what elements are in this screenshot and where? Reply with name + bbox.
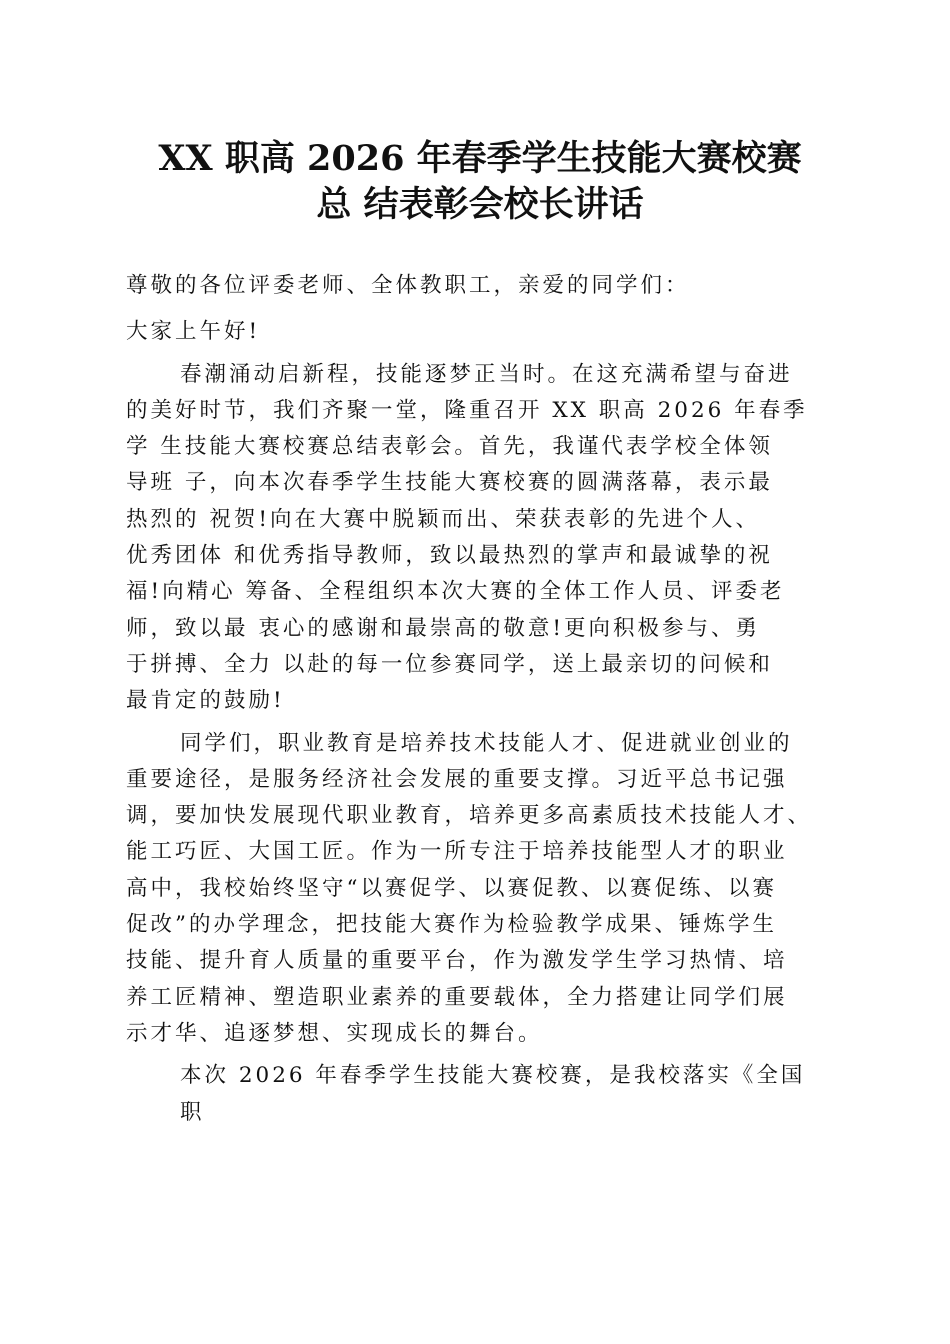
paragraph-1-line: 春潮涌动启新程，技能逐梦正当时。在这充满希望与奋进 — [180, 361, 793, 387]
paragraph-1-line: 导班 子，向本次春季学生技能大赛校赛的圆满落幕，表示最 — [126, 470, 773, 496]
paragraph-1-line: 福!向精心 筹备、全程组织本次大赛的全体工作人员、评委老 — [126, 579, 785, 605]
paragraph-3-line: 本次 2026 年春季学生技能大赛校赛，是我校落实《全国 — [180, 1063, 806, 1089]
paragraph-1-line: 优秀团体 和优秀指导教师，致以最热烈的掌声和最诚挚的祝 — [126, 543, 773, 569]
paragraph-3 — [126, 1058, 826, 1131]
paragraph-1-line: 热烈的 祝贺!向在大赛中脱颖而出、荣获表彰的先进个人、 — [126, 506, 760, 532]
document-title — [100, 136, 860, 228]
paragraph-2-line: 重要途径，是服务经济社会发展的重要支撑。习近平总书记强 — [126, 766, 788, 792]
paragraph-2-line: 高中，我校始终坚守“以赛促学、以赛促教、以赛促练、以赛 — [126, 875, 777, 901]
document-body — [126, 268, 826, 1137]
salutation: 尊敬的各位评委老师、全体教职工，亲爱的同学们： — [126, 273, 690, 298]
paragraph-2-line: 能工巧匠、大国工匠。作为一所专注于培养技能型人才的职业 — [126, 839, 788, 865]
paragraph-2-line: 示才华、追逐梦想、实现成长的舞台。 — [126, 1020, 543, 1046]
paragraph-1-line: 学 生技能大赛校赛总结表彰会。首先，我谨代表学校全体领 — [126, 434, 773, 460]
paragraph-2-line: 调，要加快发展现代职业教育，培养更多高素质技术技能人才、 — [126, 803, 813, 829]
paragraph-2-line: 技能、提升育人质量的重要平台，作为激发学生学习热情、培 — [126, 948, 788, 974]
paragraph-2 — [126, 726, 826, 1053]
paragraph-1-line: 最肯定的鼓励! — [126, 688, 285, 714]
paragraph-3-line: 职 — [180, 1099, 205, 1125]
paragraph-1-line: 的美好时节，我们齐聚一堂，隆重召开 XX 职高 2026 年春季 — [126, 397, 808, 423]
paragraph-2-line: 养工匠精神、塑造职业素养的重要载体，全力搭建让同学们展 — [126, 984, 788, 1010]
title-line-2: 总 结表彰会校长讲话 — [316, 184, 644, 225]
paragraph-1 — [126, 357, 826, 720]
paragraph-2-line: 同学们，职业教育是培养技术技能人才、促进就业创业的 — [180, 730, 793, 756]
paragraph-1-line: 于拼搏、全力 以赴的每一位参赛同学，送上最亲切的问候和 — [126, 651, 773, 677]
paragraph-2-line: 促改”的办学理念，把技能大赛作为检验教学成果、锤炼学生 — [126, 912, 777, 938]
title-line-1: XX 职高 2026 年春季学生技能大赛校赛 — [158, 138, 802, 179]
greeting: 大家上午好! — [126, 319, 261, 345]
paragraph-1-line: 师，致以最 衷心的感谢和最崇高的敬意!更向积极参与、勇 — [126, 615, 760, 641]
